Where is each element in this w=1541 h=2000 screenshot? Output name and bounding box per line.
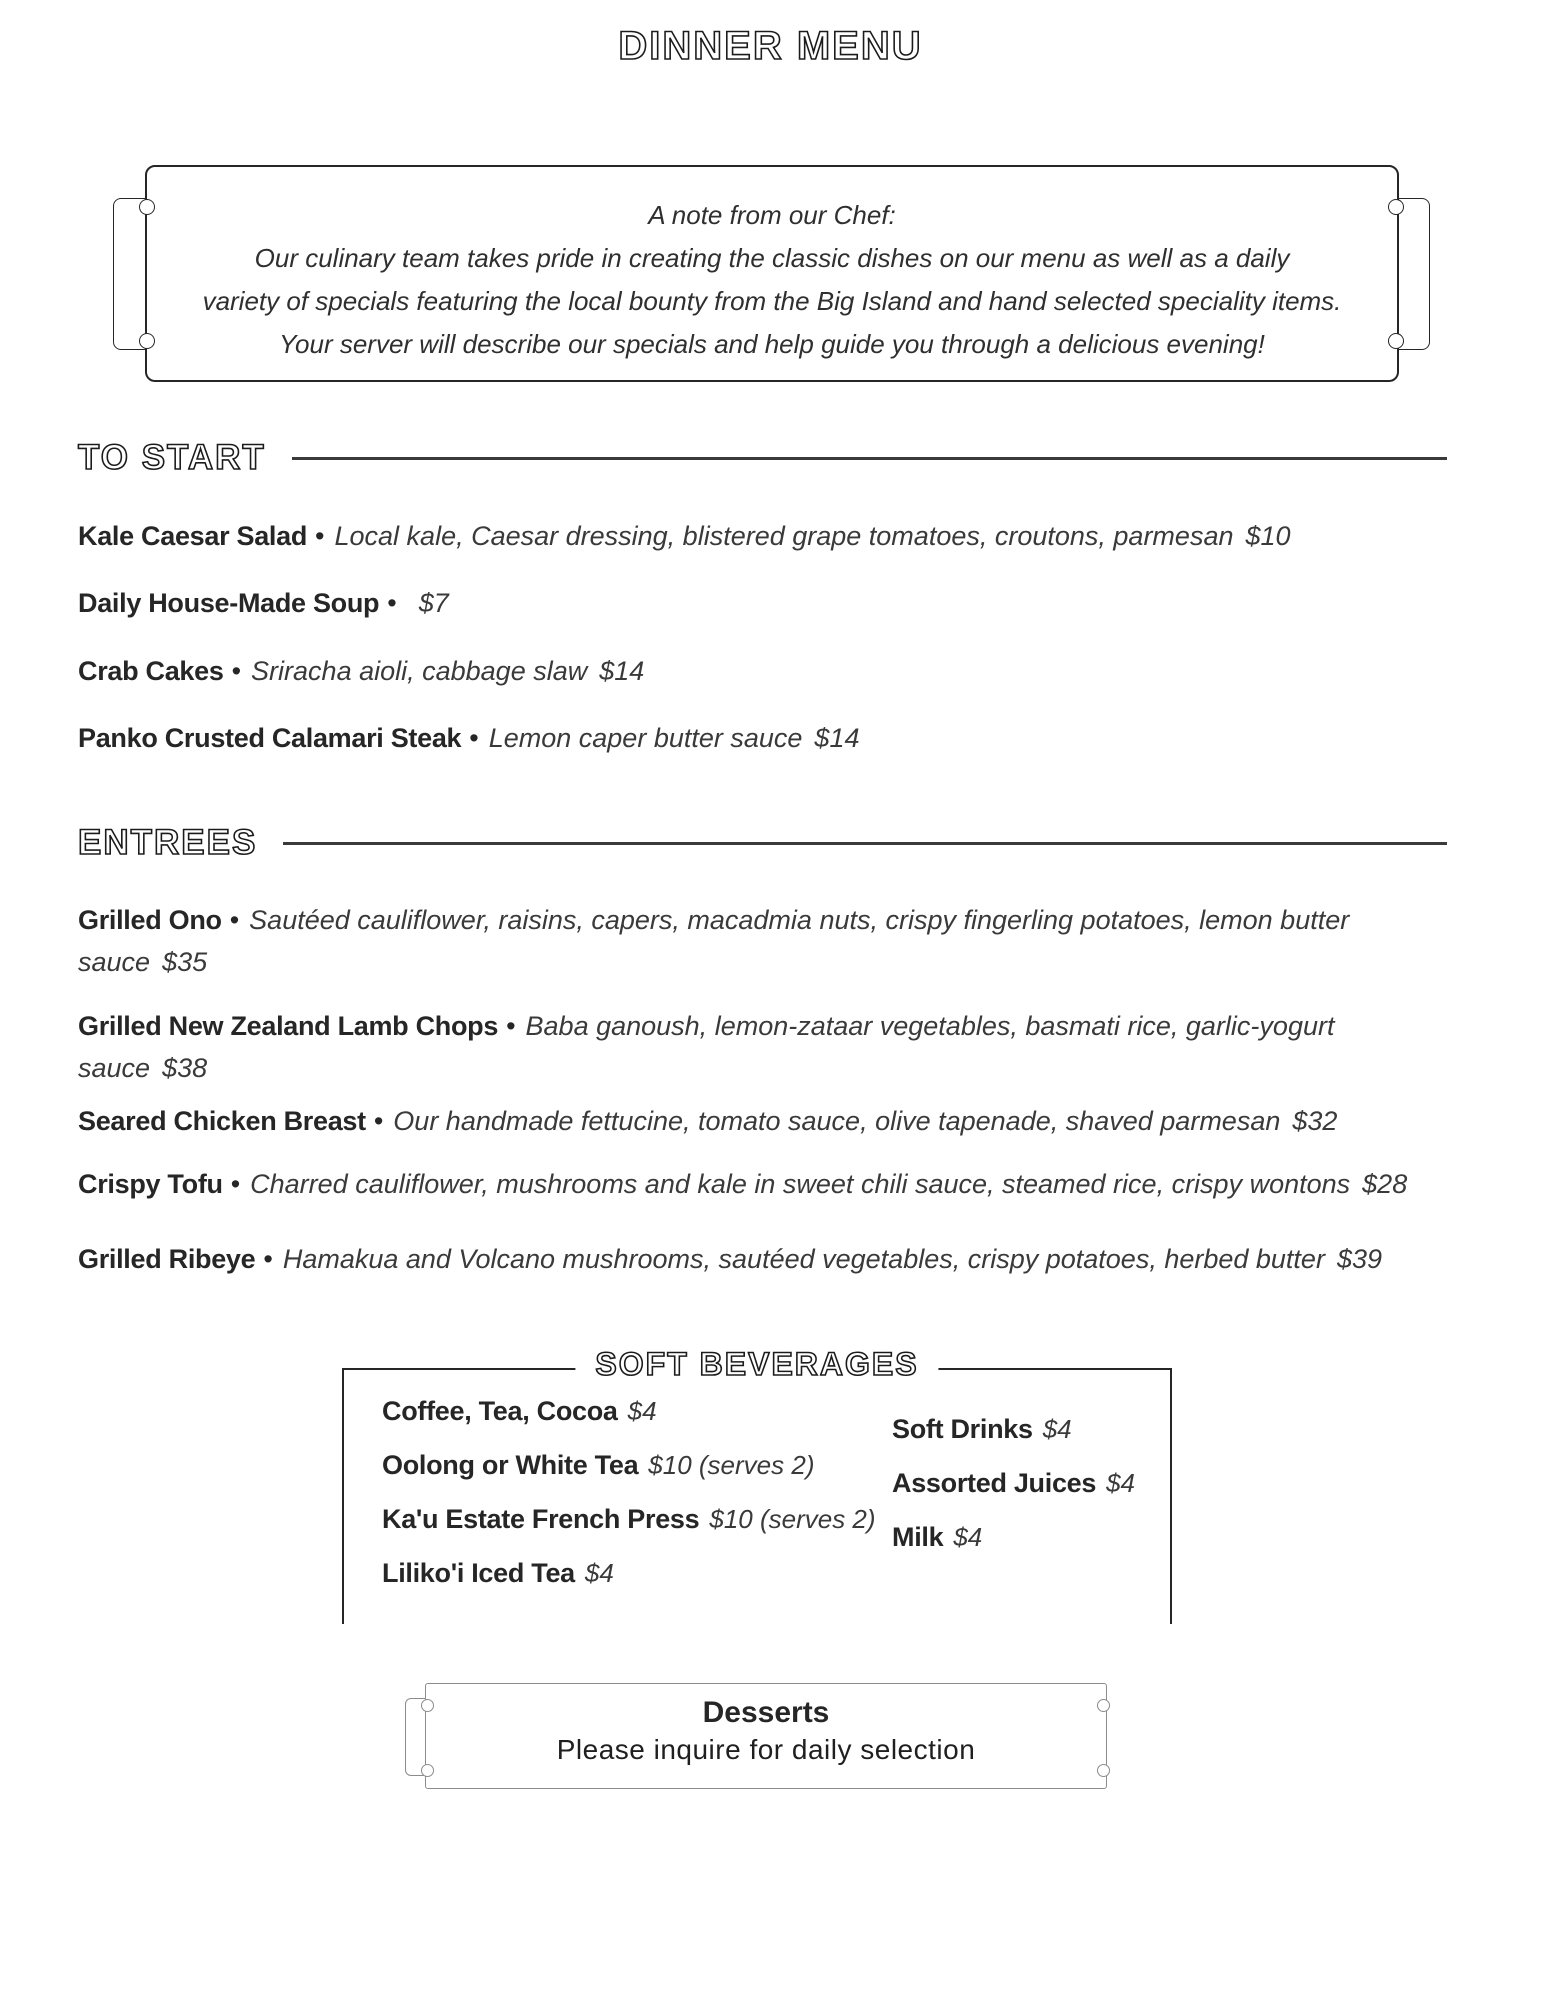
beverage-price: $4 — [953, 1522, 983, 1552]
menu-item — [78, 1163, 1450, 1205]
beverage-item — [892, 1466, 1135, 1520]
beverage-price: $4 — [1106, 1468, 1136, 1498]
beverage-item — [382, 1394, 876, 1448]
section-divider-line — [283, 842, 1447, 845]
item-name: Grilled New Zealand Lamb Chops — [78, 1011, 499, 1041]
ring-icon — [139, 333, 155, 349]
chef-note-box — [145, 165, 1399, 382]
menu-item — [78, 515, 1450, 557]
item-price: $14 — [814, 723, 860, 753]
chef-note-heading: A note from our Chef: — [648, 200, 896, 230]
item-price: $7 — [418, 588, 449, 618]
section-entrees-title: ENTREES — [78, 823, 258, 862]
menu-item — [78, 717, 1450, 759]
section-to-start-title: TO START — [78, 438, 266, 477]
menu-item — [78, 899, 1450, 983]
chef-note-line: Our culinary team takes pride in creating the classic dishes on our menu as well as a daily — [254, 243, 1290, 273]
beverage-name: Oolong or White Tea — [382, 1450, 639, 1480]
menu-item — [78, 1238, 1450, 1280]
beverage-name: Coffee, Tea, Cocoa — [382, 1396, 618, 1426]
item-name: Kale Caesar Salad — [78, 521, 308, 551]
item-description: Baba ganoush, lemon-zataar vegetables, basmati rice, garlic-yogurt sauce — [78, 1011, 1335, 1083]
beverage-price: $4 — [627, 1396, 657, 1426]
item-price: $28 — [1362, 1169, 1408, 1199]
item-price: $35 — [162, 947, 208, 977]
beverage-item — [382, 1448, 876, 1502]
beverage-price: $10 (serves 2) — [709, 1504, 876, 1534]
item-price: $39 — [1336, 1244, 1383, 1274]
bullet-icon: • — [387, 588, 397, 618]
item-price: $32 — [1292, 1106, 1338, 1136]
item-description: Hamakua and Volcano mushrooms, sautéed vegetables, crispy potatoes, herbed butter — [282, 1244, 1325, 1274]
ring-icon — [139, 199, 155, 215]
item-description: Sautéed cauliflower, raisins, capers, macadmia nuts, crispy fingerling potatoes, lemon butter sauce — [78, 905, 1350, 977]
menu-item — [78, 582, 1450, 624]
beverage-price: $4 — [584, 1558, 614, 1588]
item-name: Seared Chicken Breast — [78, 1106, 366, 1136]
beverage-item — [382, 1556, 876, 1610]
ring-icon — [421, 1699, 434, 1712]
beverage-name: Assorted Juices — [892, 1468, 1097, 1498]
item-description: Local kale, Caesar dressing, blistered grape tomatoes, croutons, parmesan — [334, 521, 1234, 551]
item-name: Panko Crusted Calamari Steak — [78, 723, 462, 753]
menu-item — [78, 650, 1450, 692]
beverage-name: Soft Drinks — [892, 1414, 1033, 1444]
desserts-subtitle: Please inquire for daily selection — [556, 1734, 976, 1765]
ring-icon — [1388, 333, 1404, 349]
menu-item — [78, 1005, 1450, 1089]
chef-note-line: variety of specials featuring the local bounty from the Big Island and hand selected speciality items. — [202, 286, 1342, 316]
ring-icon — [1388, 199, 1404, 215]
beverage-price: $4 — [1042, 1414, 1072, 1444]
soft-beverages-box — [342, 1346, 1172, 1624]
item-description: Charred cauliflower, mushrooms and kale in sweet chili sauce, steamed rice, crispy wontons — [250, 1169, 1351, 1199]
bullet-icon: • — [263, 1244, 273, 1274]
item-description: Our handmade fettucine, tomato sauce, olive tapenade, shaved parmesan — [393, 1106, 1281, 1136]
ring-icon — [1097, 1764, 1110, 1777]
beverage-item — [892, 1412, 1135, 1466]
beverage-item — [892, 1520, 1135, 1574]
item-description: Lemon caper butter sauce — [488, 723, 803, 753]
page-title: DINNER MENU — [618, 24, 923, 68]
item-name: Crab Cakes — [78, 656, 224, 686]
item-name: Crispy Tofu — [78, 1169, 223, 1199]
item-price: $10 — [1245, 521, 1291, 551]
bullet-icon: • — [315, 521, 325, 551]
section-to-start-header — [78, 438, 1447, 478]
ring-icon — [1097, 1699, 1110, 1712]
item-price: $38 — [162, 1053, 208, 1083]
beverage-name: Milk — [892, 1522, 944, 1552]
beverage-name: Liliko'i Iced Tea — [382, 1558, 575, 1588]
bullet-icon: • — [230, 1169, 241, 1199]
section-divider-line — [292, 457, 1447, 460]
bullet-icon: • — [373, 1106, 384, 1136]
desserts-title: Desserts — [702, 1696, 830, 1729]
item-price: $14 — [599, 656, 645, 686]
bullet-icon: • — [231, 656, 242, 686]
item-name: Grilled Ono — [78, 905, 222, 935]
beverage-name: Ka'u Estate French Press — [382, 1504, 700, 1534]
chef-note-line: Your server will describe our specials and help guide you through a delicious evening! — [279, 329, 1265, 359]
item-description: Sriracha aioli, cabbage slaw — [251, 656, 588, 686]
soft-beverages-right-column — [892, 1412, 1135, 1574]
ring-icon — [421, 1764, 434, 1777]
beverage-item — [382, 1502, 876, 1556]
soft-beverages-title: SOFT BEVERAGES — [575, 1346, 938, 1383]
beverage-price: $10 (serves 2) — [648, 1450, 815, 1480]
menu-item — [78, 1100, 1450, 1142]
soft-beverages-left-column — [382, 1394, 876, 1610]
bullet-icon: • — [229, 905, 240, 935]
bullet-icon: • — [469, 723, 479, 753]
section-entrees-header — [78, 823, 1447, 863]
item-name: Grilled Ribeye — [78, 1244, 256, 1274]
bullet-icon: • — [506, 1011, 516, 1041]
item-name: Daily House-Made Soup — [78, 588, 380, 618]
desserts-box — [425, 1683, 1107, 1789]
